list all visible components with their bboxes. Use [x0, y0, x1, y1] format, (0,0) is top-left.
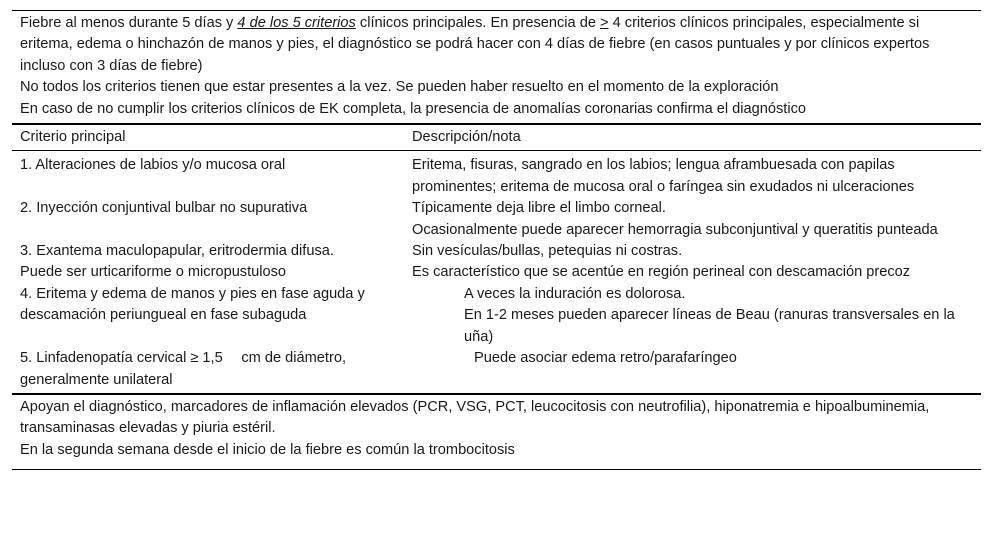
footer-notes — [12, 395, 981, 469]
criterion-cell — [20, 348, 474, 391]
header-criterio: Criterio principal — [20, 129, 126, 146]
description-line: A veces la induración es dolorosa. — [464, 285, 686, 302]
greater-equal-symbol: > — [600, 15, 609, 31]
intro-text-c: 4 criterios clínicos principales, especialmente si eritema, edema o hinchazón de manos y pies, el diagnóstico se podrá hacer con 4 días de fiebre (en casos puntuales y por clínicos expertos incluso con 3 días de fiebre) — [20, 15, 930, 74]
header-descripcion: Descripción/nota — [412, 129, 521, 146]
intro-paragraph-3: En caso de no cumplir los criterios clínicos de EK completa, la presencia de anomalías coronarias confirma el diagnóstico — [20, 100, 807, 117]
bottom-rule — [12, 469, 981, 470]
criterion-cell — [20, 155, 412, 198]
intro-text-a: Fiebre al menos durante 5 días y — [20, 15, 238, 31]
intro-paragraph-2: No todos los criterios tienen que estar presentes a la vez. Se pueden haber resuelto en el momento de la exploración — [20, 79, 779, 96]
description-line: Es característico que se acentúe en región perineal con descamación precoz — [412, 264, 911, 281]
table-row — [12, 155, 981, 198]
criterion-line: 3. Exantema maculopapular, eritrodermia difusa. — [20, 243, 334, 260]
intro-text-b: clínicos principales. En presencia de — [355, 15, 601, 31]
table-row — [12, 241, 981, 284]
table-row — [12, 198, 981, 241]
footer-paragraph-2: En la segunda semana desde el inicio de la fiebre es común la trombocitosis — [20, 441, 515, 458]
footer-paragraph-1: Apoyan el diagnóstico, marcadores de inflamación elevados (PCR, VSG, PCT, leucocitosis con neutrofilia), hiponatremia e hipoalbuminemia, transaminasas elevadas y piuria estéril. — [20, 398, 930, 437]
description-line: Ocasionalmente puede aparecer hemorragia subconjuntival y queratitis punteada — [412, 221, 938, 238]
description-cell — [464, 284, 973, 348]
table-row — [12, 284, 981, 348]
criterion-line: 2. Inyección conjuntival bulbar no supurativa — [20, 200, 308, 217]
description-cell — [412, 155, 973, 198]
table-body — [12, 151, 981, 392]
intro-paragraph-1 — [20, 13, 973, 77]
table-header — [12, 125, 981, 150]
description-line: Puede asociar edema retro/parafaríngeo — [474, 350, 737, 367]
intro-notes — [12, 11, 981, 123]
description-line: Eritema, fisuras, sangrado en los labios; lengua aframbuesada con papilas prominentes; eritema de mucosa oral o faríngea sin exudados ni ulceraciones — [412, 157, 915, 195]
table-row — [12, 348, 981, 391]
description-line: Sin vesículas/bullas, petequias ni costras. — [412, 243, 683, 260]
description-cell — [412, 241, 973, 284]
criterion-cell — [20, 241, 412, 284]
criterion-line: 5. Linfadenopatía cervical ≥ 1,5 cm de diámetro, generalmente unilateral — [20, 350, 347, 388]
criterion-cell — [20, 284, 464, 348]
description-line: Típicamente deja libre el limbo corneal. — [412, 200, 666, 217]
criteria-table — [12, 10, 981, 470]
criterion-cell — [20, 198, 412, 241]
description-line: En 1-2 meses pueden aparecer líneas de Beau (ranuras transversales en la uña) — [464, 307, 955, 345]
criterion-line: 4. Eritema y edema de manos y pies en fase aguda y descamación periungueal en fase subaguda — [20, 285, 365, 324]
description-cell — [474, 348, 973, 391]
criterion-line: Puede ser urticariforme o micropustuloso — [20, 264, 287, 281]
criterion-line: 1. Alteraciones de labios y/o mucosa oral — [20, 157, 286, 174]
criteria-link[interactable]: 4 de los 5 criterios — [237, 15, 356, 31]
description-cell — [412, 198, 973, 241]
